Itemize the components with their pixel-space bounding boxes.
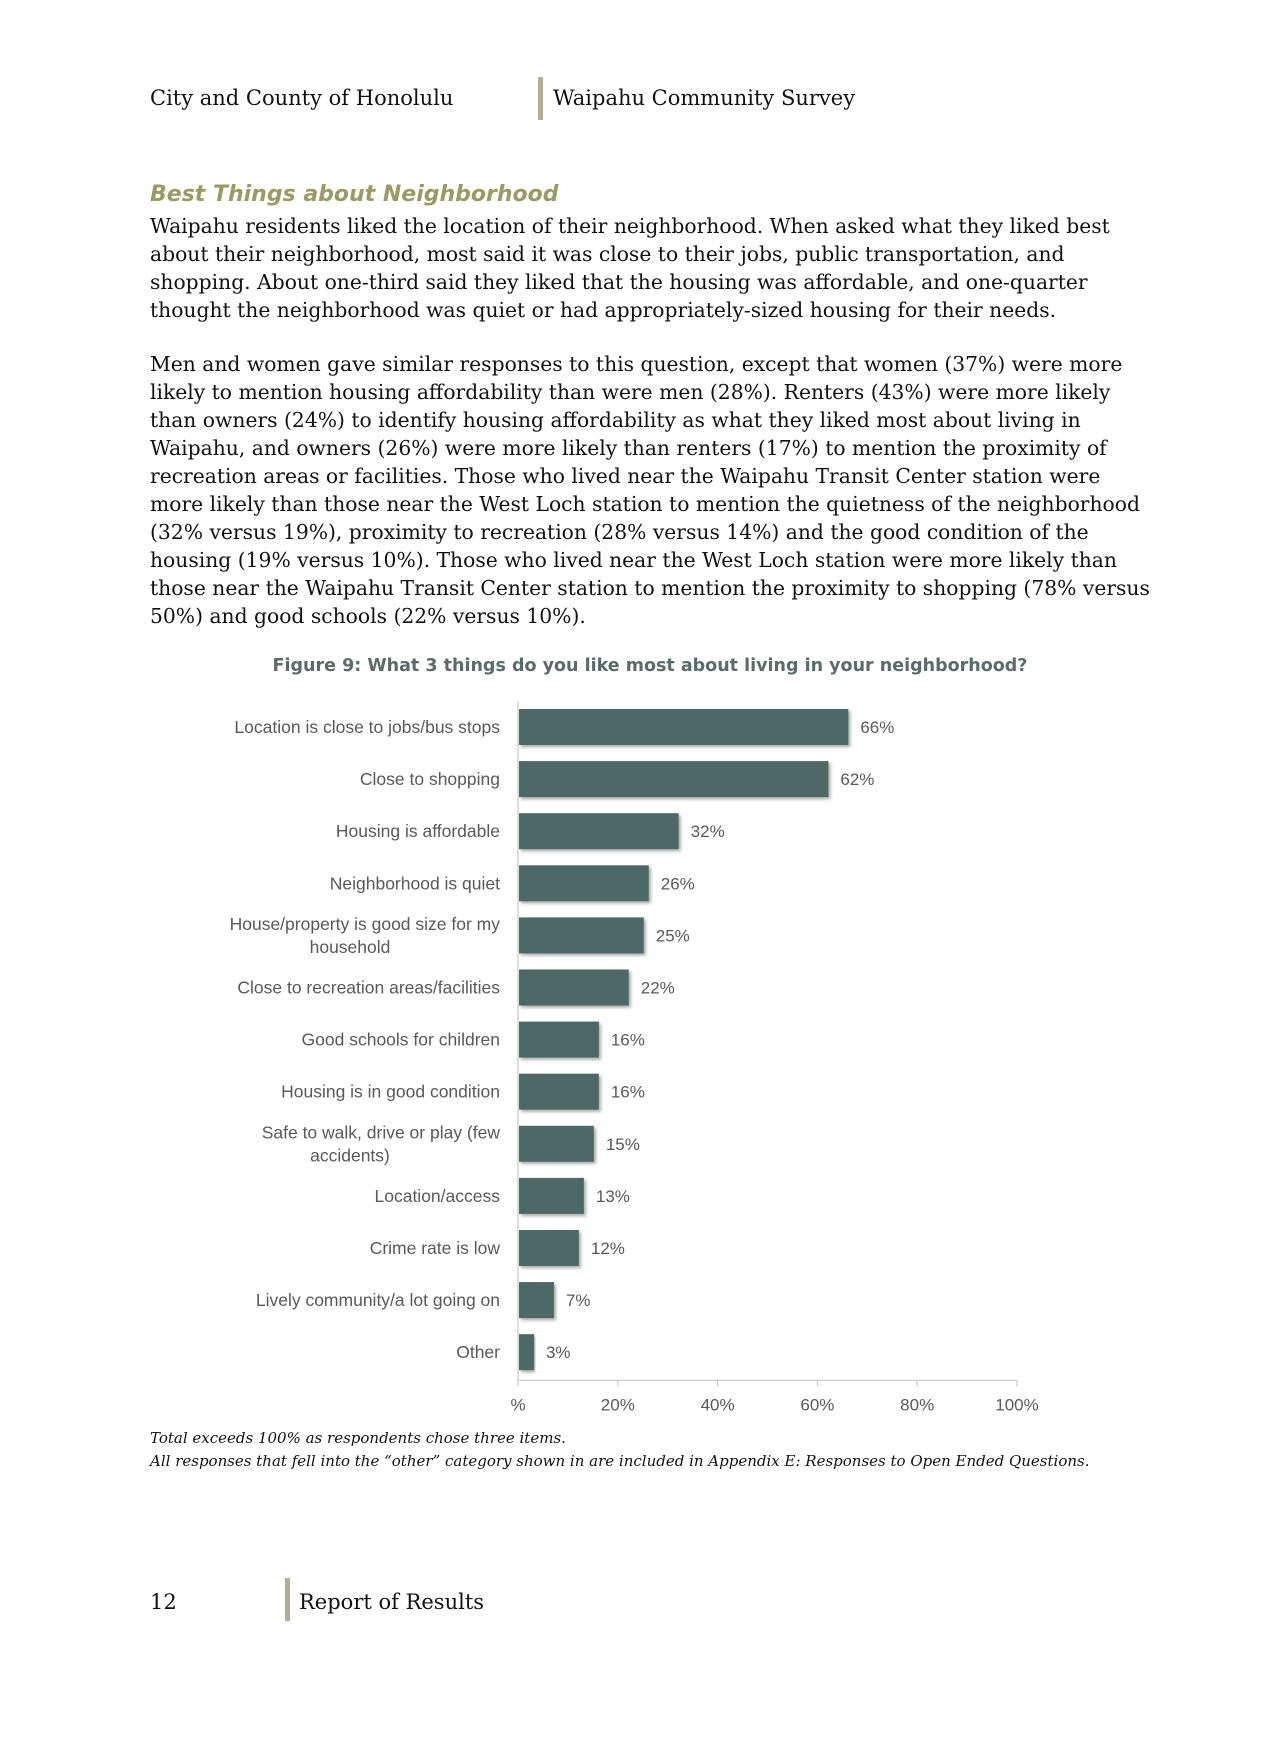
footnote-total: Total exceeds 100% as respondents chose three items.	[150, 1429, 566, 1447]
paragraph-intro: Waipahu residents liked the location of their neighborhood. When asked what they liked best about their neighborhood, most said it was close to their jobs, public transportation, and shopping. About one-third said they liked that the housing was affordable, and one-quarter thought the neighborhood was quiet or had appropriately-sized housing for their needs.	[150, 214, 1110, 322]
bar-value-label: 62%	[840, 770, 875, 790]
bar-value-label: 12%	[590, 1239, 625, 1258]
category-label: Close to recreation areas/facilities	[237, 977, 500, 998]
bar-value-label: 66%	[860, 718, 895, 737]
bar	[519, 1126, 594, 1162]
bar	[519, 865, 649, 901]
category-label: Good schools for children	[301, 1029, 500, 1050]
category-label: Housing is in good condition	[281, 1081, 500, 1102]
category-label: household	[309, 936, 391, 957]
section-title: Best Things about Neighborhood	[150, 182, 559, 207]
footer-title: Report of Results	[299, 1590, 485, 1614]
bar	[519, 1022, 599, 1058]
x-tick-label: 100%	[995, 1395, 1039, 1415]
footer-divider	[285, 1578, 290, 1621]
category-label: Close to shopping	[359, 769, 500, 790]
category-label: accidents)	[310, 1145, 390, 1166]
bar	[519, 917, 644, 953]
bar	[519, 761, 828, 797]
bar-value-label: 22%	[640, 978, 675, 998]
bar	[519, 1334, 534, 1370]
bar-value-label: 13%	[595, 1186, 630, 1206]
x-tick-label: %	[510, 1395, 526, 1415]
figure-title: Figure 9: What 3 things do you like most about living in your neighborhood?	[272, 656, 1028, 676]
x-tick-label: 80%	[900, 1395, 935, 1415]
paragraph-demographics: Men and women gave similar responses to this question, except that women (37%) were more likely to mention housing affordability than were men (28%). Renters (43%) were more likely than owners (24%) to identify housing affordability as what they liked most about living in Waipahu, and owners (26%) were more likely than renters (17%) to mention the proximity of recreation areas or facilities. Those who lived near the Waipahu Transit Center station were more likely than those near the West Loch station to mention the quietness of the neighborhood (32% versus 19%), proximity to recreation (28% versus 14%) and the good condition of the housing (19% versus 10%). Those who lived near the West Loch station were more likely than those near the Waipahu Transit Center station to mention the proximity to shopping (78% versus 50%) and good schools (22% versus 10%).	[150, 352, 1150, 628]
bar-value-label: 32%	[690, 822, 725, 842]
category-label: Crime rate is low	[369, 1238, 500, 1258]
x-tick-label: 40%	[700, 1395, 735, 1415]
bar-value-label: 15%	[605, 1134, 640, 1154]
bar-value-label: 7%	[565, 1291, 591, 1311]
category-label: Other	[456, 1342, 500, 1363]
bar-value-label: 25%	[655, 926, 690, 946]
bar	[519, 1230, 579, 1266]
category-label: Housing is affordable	[335, 821, 500, 842]
category-label: Neighborhood is quiet	[329, 873, 500, 894]
bar	[519, 1282, 554, 1318]
footnote-other: All responses that fell into the “other” category shown in are included in Appendix E: Responses to Open Ended Questions.	[150, 1452, 1090, 1470]
x-tick-label: 20%	[600, 1395, 635, 1415]
bar	[519, 970, 629, 1006]
category-label: Location/access	[374, 1185, 500, 1206]
bar	[519, 1178, 584, 1214]
category-label: Location is close to jobs/bus stops	[234, 717, 500, 737]
category-label: Lively community/a lot going on	[255, 1290, 500, 1311]
bar	[519, 813, 679, 849]
header-document-title: Waipahu Community Survey	[553, 86, 856, 110]
category-label: House/property is good size for my	[229, 913, 500, 934]
category-label: Safe to walk, drive or play (few	[261, 1122, 500, 1143]
bar-value-label: 26%	[660, 874, 695, 894]
page-number: 12	[150, 1590, 177, 1614]
bar-value-label: 16%	[610, 1030, 645, 1050]
header-organization: City and County of Honolulu	[150, 86, 454, 110]
x-tick-label: 60%	[800, 1395, 835, 1415]
bar	[519, 709, 848, 745]
bar-value-label: 16%	[610, 1082, 645, 1102]
bar-value-label: 3%	[545, 1343, 571, 1363]
bar	[519, 1074, 599, 1110]
